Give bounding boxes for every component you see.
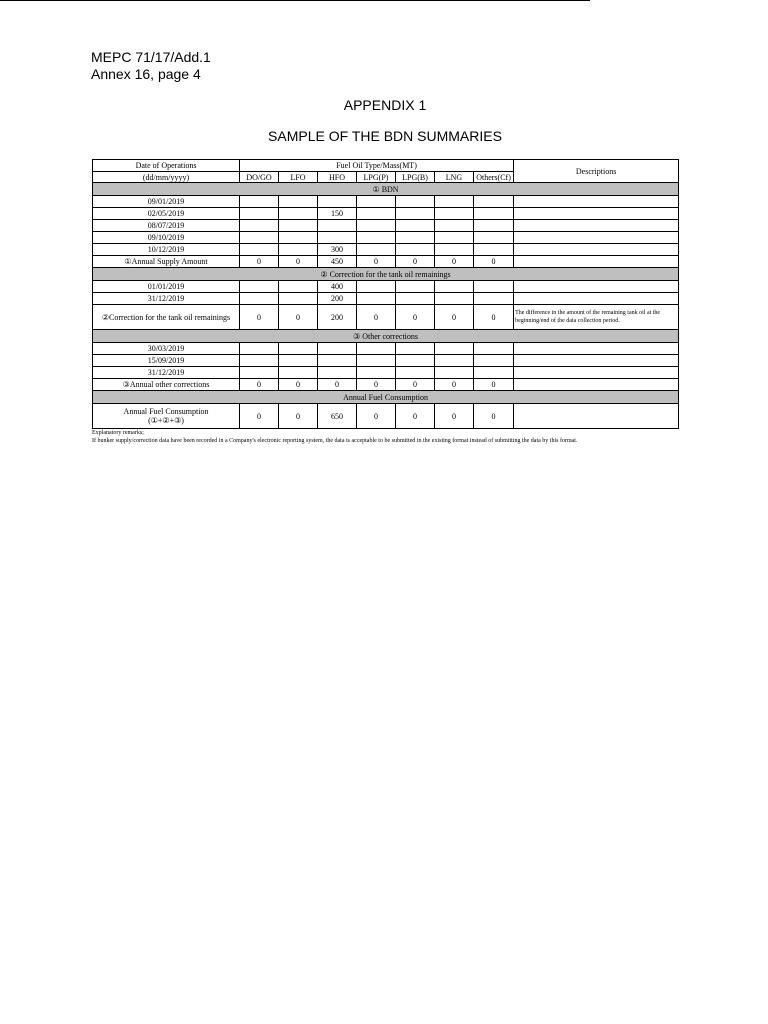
date-cell: 01/01/2019 bbox=[93, 281, 240, 293]
value-cell bbox=[240, 232, 279, 244]
value-cell bbox=[240, 244, 279, 256]
value-cell bbox=[435, 232, 474, 244]
table-row bbox=[93, 232, 679, 244]
value-cell bbox=[396, 208, 435, 220]
value-cell: 0 bbox=[396, 404, 435, 429]
value-cell bbox=[240, 208, 279, 220]
value-cell: 450 bbox=[318, 256, 357, 268]
descriptions-header: Descriptions bbox=[514, 160, 679, 183]
value-cell bbox=[435, 293, 474, 305]
value-cell bbox=[357, 293, 396, 305]
value-cell bbox=[240, 196, 279, 208]
value-cell: 0 bbox=[396, 379, 435, 391]
description-cell bbox=[514, 256, 679, 268]
value-cell bbox=[318, 355, 357, 367]
value-cell bbox=[435, 220, 474, 232]
section-annual-consumption: Annual Fuel Consumption bbox=[93, 391, 679, 404]
date-header: Date of Operations bbox=[93, 160, 240, 172]
section-bdn: ① BDN bbox=[93, 183, 679, 196]
description-cell bbox=[514, 343, 679, 355]
table-row bbox=[93, 367, 679, 379]
value-cell bbox=[435, 281, 474, 293]
value-cell bbox=[357, 281, 396, 293]
value-cell bbox=[357, 244, 396, 256]
value-cell bbox=[357, 220, 396, 232]
value-cell bbox=[357, 355, 396, 367]
date-format-header: (dd/mm/yyyy) bbox=[93, 172, 240, 183]
table-row bbox=[93, 220, 679, 232]
value-cell: 0 bbox=[435, 305, 474, 330]
fuel-type-header: Fuel Oil Type/Mass(MT) bbox=[240, 160, 514, 172]
description-cell bbox=[514, 244, 679, 256]
value-cell: 0 bbox=[396, 256, 435, 268]
description-cell bbox=[514, 367, 679, 379]
value-cell: 0 bbox=[279, 404, 318, 429]
date-cell: 02/05/2019 bbox=[93, 208, 240, 220]
value-cell bbox=[279, 196, 318, 208]
date-cell: 15/09/2019 bbox=[93, 355, 240, 367]
date-cell: 31/12/2019 bbox=[93, 367, 240, 379]
value-cell: 0 bbox=[240, 404, 279, 429]
section-correction: ② Correction for the tank oil remainings bbox=[93, 268, 679, 281]
fuel-col-header: DO/GO bbox=[240, 172, 279, 183]
date-cell: 10/12/2019 bbox=[93, 244, 240, 256]
explanatory-remarks bbox=[92, 429, 672, 445]
description-cell bbox=[514, 232, 679, 244]
value-cell bbox=[435, 244, 474, 256]
value-cell: 200 bbox=[318, 293, 357, 305]
value-cell bbox=[474, 367, 514, 379]
value-cell bbox=[240, 220, 279, 232]
value-cell: 0 bbox=[435, 404, 474, 429]
value-cell bbox=[396, 355, 435, 367]
value-cell bbox=[357, 232, 396, 244]
description-cell bbox=[514, 404, 679, 429]
value-cell bbox=[357, 208, 396, 220]
date-cell: 09/01/2019 bbox=[93, 196, 240, 208]
value-cell bbox=[474, 208, 514, 220]
annual-total-label bbox=[93, 404, 240, 429]
table-row bbox=[93, 196, 679, 208]
value-cell bbox=[396, 367, 435, 379]
value-cell: 0 bbox=[474, 404, 514, 429]
annual-supply-label: ①Annual Supply Amount bbox=[93, 256, 240, 268]
value-cell bbox=[279, 343, 318, 355]
value-cell bbox=[435, 196, 474, 208]
description-cell bbox=[514, 293, 679, 305]
value-cell: 0 bbox=[435, 256, 474, 268]
description-cell bbox=[514, 379, 679, 391]
value-cell: 0 bbox=[396, 305, 435, 330]
value-cell bbox=[357, 367, 396, 379]
value-cell bbox=[396, 196, 435, 208]
correction-total-label: ②Correction for the tank oil remainings bbox=[93, 305, 240, 330]
value-cell bbox=[474, 343, 514, 355]
value-cell: 0 bbox=[318, 379, 357, 391]
other-total-row bbox=[93, 379, 679, 391]
value-cell: 400 bbox=[318, 281, 357, 293]
value-cell: 0 bbox=[474, 256, 514, 268]
value-cell: 0 bbox=[435, 379, 474, 391]
value-cell bbox=[279, 220, 318, 232]
value-cell bbox=[357, 196, 396, 208]
value-cell: 0 bbox=[279, 379, 318, 391]
value-cell bbox=[279, 244, 318, 256]
remarks-title: Explanatory remarks; bbox=[92, 430, 144, 436]
value-cell bbox=[318, 232, 357, 244]
appendix-title: APPENDIX 1 bbox=[343, 97, 427, 113]
table-row bbox=[93, 343, 679, 355]
top-rule bbox=[0, 0, 590, 1]
value-cell bbox=[240, 281, 279, 293]
value-cell: 0 bbox=[240, 256, 279, 268]
bdn-summary-table bbox=[92, 159, 679, 429]
annual-supply-row bbox=[93, 256, 679, 268]
date-cell: 08/07/2019 bbox=[93, 220, 240, 232]
value-cell bbox=[279, 367, 318, 379]
table-row bbox=[93, 281, 679, 293]
date-cell: 31/12/2019 bbox=[93, 293, 240, 305]
value-cell: 150 bbox=[318, 208, 357, 220]
fuel-col-header: LPG(B) bbox=[396, 172, 435, 183]
table-row bbox=[93, 355, 679, 367]
value-cell bbox=[435, 343, 474, 355]
value-cell: 0 bbox=[357, 404, 396, 429]
description-cell bbox=[514, 355, 679, 367]
sample-title: SAMPLE OF THE BDN SUMMARIES bbox=[268, 128, 502, 144]
value-cell: 0 bbox=[279, 256, 318, 268]
value-cell: 0 bbox=[279, 305, 318, 330]
fuel-col-header: LNG bbox=[435, 172, 474, 183]
value-cell bbox=[279, 232, 318, 244]
fuel-col-header: LPG(P) bbox=[357, 172, 396, 183]
value-cell bbox=[474, 196, 514, 208]
table-row bbox=[93, 293, 679, 305]
value-cell bbox=[240, 293, 279, 305]
fuel-col-header: Others(Cf) bbox=[474, 172, 514, 183]
value-cell: 0 bbox=[474, 379, 514, 391]
value-cell bbox=[279, 281, 318, 293]
date-cell: 30/03/2019 bbox=[93, 343, 240, 355]
value-cell bbox=[435, 355, 474, 367]
value-cell bbox=[240, 343, 279, 355]
value-cell bbox=[435, 208, 474, 220]
value-cell: 0 bbox=[240, 305, 279, 330]
value-cell bbox=[474, 232, 514, 244]
value-cell bbox=[240, 367, 279, 379]
table-row bbox=[93, 208, 679, 220]
value-cell bbox=[240, 355, 279, 367]
table-row bbox=[93, 244, 679, 256]
value-cell bbox=[396, 220, 435, 232]
value-cell bbox=[279, 293, 318, 305]
value-cell bbox=[474, 355, 514, 367]
value-cell bbox=[474, 293, 514, 305]
value-cell: 0 bbox=[357, 379, 396, 391]
remarks-text: If bunker supply/correction data have been recorded in a Company's electronic reporting system, the data is acceptable to be submitted in the existing format instead of submitting the data by this format. bbox=[92, 438, 578, 444]
value-cell: 0 bbox=[474, 305, 514, 330]
value-cell bbox=[318, 196, 357, 208]
correction-total-row bbox=[93, 305, 679, 330]
value-cell: 200 bbox=[318, 305, 357, 330]
value-cell bbox=[396, 244, 435, 256]
date-cell: 09/10/2019 bbox=[93, 232, 240, 244]
value-cell bbox=[357, 343, 396, 355]
annual-total-label-line2: (①+②+③) bbox=[148, 416, 184, 425]
value-cell: 0 bbox=[357, 256, 396, 268]
value-cell bbox=[474, 220, 514, 232]
value-cell bbox=[474, 244, 514, 256]
value-cell bbox=[279, 208, 318, 220]
description-cell bbox=[514, 196, 679, 208]
description-cell bbox=[514, 281, 679, 293]
value-cell: 0 bbox=[240, 379, 279, 391]
value-cell: 300 bbox=[318, 244, 357, 256]
value-cell bbox=[279, 355, 318, 367]
value-cell bbox=[318, 343, 357, 355]
correction-description: The difference in the amount of the remaining tank oil at the beginning/end of the data collection period. bbox=[514, 305, 679, 330]
document-header bbox=[91, 49, 211, 83]
annual-total-label-line1: Annual Fuel Consumption bbox=[123, 407, 209, 416]
value-cell: 0 bbox=[357, 305, 396, 330]
section-other-corrections: ③ Other corrections bbox=[93, 330, 679, 343]
fuel-col-header: LFO bbox=[279, 172, 318, 183]
annual-total-row bbox=[93, 404, 679, 429]
value-cell bbox=[396, 232, 435, 244]
value-cell bbox=[318, 367, 357, 379]
value-cell bbox=[435, 367, 474, 379]
value-cell bbox=[396, 343, 435, 355]
value-cell: 650 bbox=[318, 404, 357, 429]
value-cell bbox=[396, 281, 435, 293]
value-cell bbox=[474, 281, 514, 293]
value-cell bbox=[318, 220, 357, 232]
description-cell bbox=[514, 220, 679, 232]
description-cell bbox=[514, 208, 679, 220]
annex-page: Annex 16, page 4 bbox=[91, 66, 201, 82]
value-cell bbox=[396, 293, 435, 305]
document-reference: MEPC 71/17/Add.1 bbox=[91, 49, 211, 65]
other-total-label: ③Annual other corrections bbox=[93, 379, 240, 391]
fuel-col-header: HFO bbox=[318, 172, 357, 183]
